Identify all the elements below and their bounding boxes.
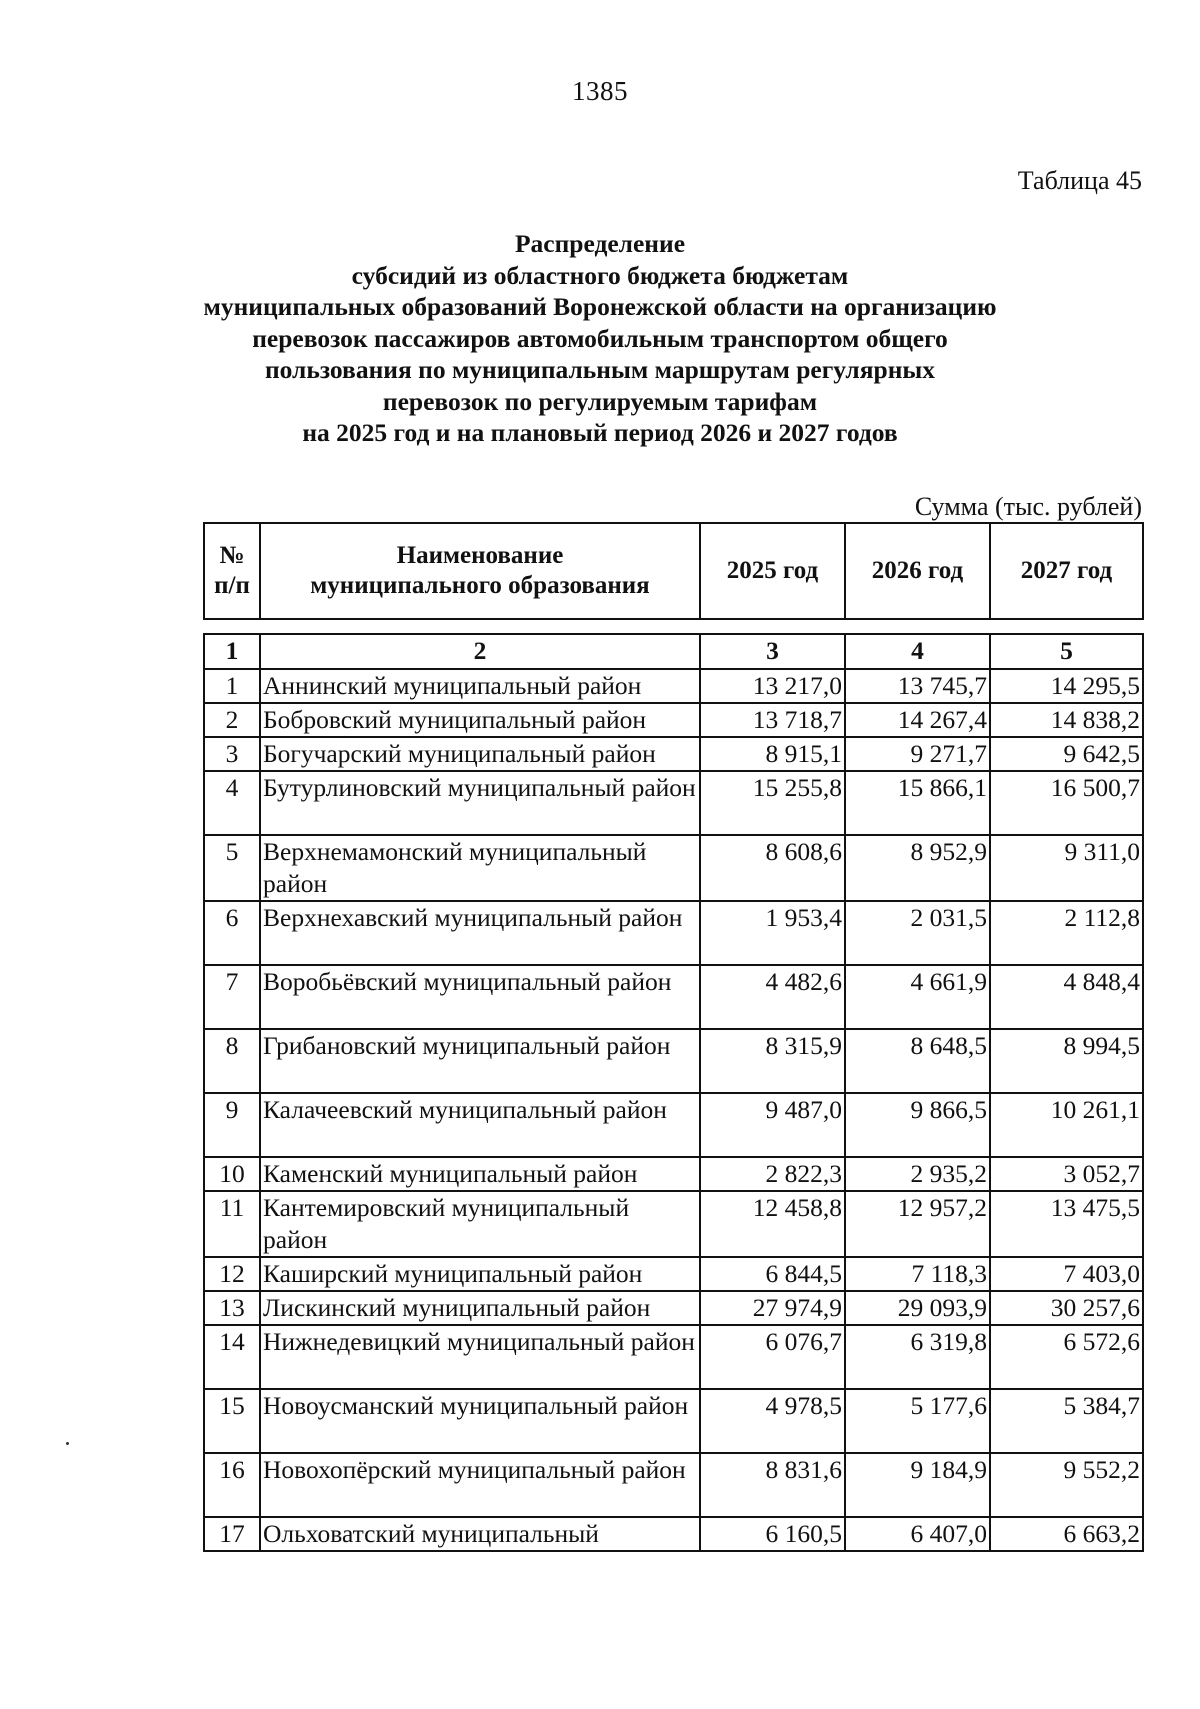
table-row — [204, 771, 1143, 835]
title-line: перевозок пассажиров автомобильным транспортом общего — [252, 323, 948, 353]
column-number: 1 — [204, 634, 260, 669]
table-row — [204, 1191, 1143, 1257]
row-number: 9 — [204, 1093, 260, 1157]
header-2025: 2025 год — [700, 523, 845, 619]
municipality-name: Воробьёвский муниципальный район — [260, 965, 700, 1029]
amount-2025: 13 217,0 — [700, 669, 845, 703]
amount-2025: 9 487,0 — [700, 1093, 845, 1157]
title-line: муниципальных образований Воронежской области на организацию — [203, 292, 997, 321]
amount-2027: 3 052,7 — [990, 1157, 1143, 1191]
amount-2026: 5 177,6 — [845, 1389, 990, 1453]
title-line: Распределение — [514, 229, 686, 258]
row-number: 17 — [204, 1517, 260, 1551]
amount-2026: 15 866,1 — [845, 771, 990, 835]
amount-2027: 14 838,2 — [990, 703, 1143, 737]
table-label: Таблица 45 — [1017, 166, 1142, 195]
row-number: 1 — [204, 669, 260, 703]
amount-2027: 8 994,5 — [990, 1029, 1143, 1093]
municipality-name: Кантемировский муниципальный район — [260, 1191, 700, 1257]
amount-2027: 5 384,7 — [990, 1389, 1143, 1453]
amount-2026: 4 661,9 — [845, 965, 990, 1029]
table-row — [204, 1157, 1143, 1191]
amount-2027: 7 403,0 — [990, 1257, 1143, 1291]
amount-2027: 30 257,6 — [990, 1291, 1143, 1325]
amount-2027: 9 642,5 — [990, 737, 1143, 771]
amount-2027: 6 663,2 — [990, 1517, 1143, 1551]
municipality-name: Бобровский муниципальный район — [260, 703, 700, 737]
header-row — [204, 523, 1143, 619]
row-number: 14 — [204, 1325, 260, 1389]
amount-2025: 8 315,9 — [700, 1029, 845, 1093]
amount-2026: 12 957,2 — [845, 1191, 990, 1257]
amount-2025: 6 076,7 — [700, 1325, 845, 1389]
page-number: 1385 — [572, 76, 628, 106]
municipality-name: Богучарский муниципальный район — [260, 737, 700, 771]
table-row — [204, 835, 1143, 901]
amount-2027: 13 475,5 — [990, 1191, 1143, 1257]
amount-2026: 29 093,9 — [845, 1291, 990, 1325]
table-row — [204, 669, 1143, 703]
title-line: субсидий из областного бюджета бюджетам — [351, 260, 849, 290]
header-num: № п/п — [204, 523, 260, 619]
amount-2025: 8 915,1 — [700, 737, 845, 771]
amount-2027: 16 500,7 — [990, 771, 1143, 835]
table-row — [204, 965, 1143, 1029]
column-number: 4 — [845, 634, 990, 669]
table-row — [204, 703, 1143, 737]
row-number: 4 — [204, 771, 260, 835]
amount-2026: 9 184,9 — [845, 1453, 990, 1517]
amount-2025: 2 822,3 — [700, 1157, 845, 1191]
title-line: перевозок по регулируемым тарифам — [382, 386, 818, 416]
amount-2026: 13 745,7 — [845, 669, 990, 703]
municipality-name: Бутурлиновский муниципальный район — [260, 771, 700, 835]
municipality-name: Новохопёрский муниципальный район — [260, 1453, 700, 1517]
column-number: 3 — [700, 634, 845, 669]
amount-2025: 4 482,6 — [700, 965, 845, 1029]
amount-2027: 10 261,1 — [990, 1093, 1143, 1157]
table-row — [204, 1453, 1143, 1517]
column-number: 2 — [260, 634, 700, 669]
row-number: 2 — [204, 703, 260, 737]
amount-2025: 27 974,9 — [700, 1291, 845, 1325]
municipality-name: Новоусманский муниципальный район — [260, 1389, 700, 1453]
amount-2026: 14 267,4 — [845, 703, 990, 737]
row-number: 10 — [204, 1157, 260, 1191]
amount-2025: 13 718,7 — [700, 703, 845, 737]
amount-2026: 6 407,0 — [845, 1517, 990, 1551]
amount-2026: 6 319,8 — [845, 1325, 990, 1389]
amount-2025: 1 953,4 — [700, 901, 845, 965]
table-row — [204, 1257, 1143, 1291]
municipality-name: Нижнедевицкий муниципальный район — [260, 1325, 700, 1389]
row-number: 3 — [204, 737, 260, 771]
amount-2027: 6 572,6 — [990, 1325, 1143, 1389]
row-number: 16 — [204, 1453, 260, 1517]
table-row — [204, 1029, 1143, 1093]
amount-2026: 2 031,5 — [845, 901, 990, 965]
amount-2027: 9 311,0 — [990, 835, 1143, 901]
row-number: 8 — [204, 1029, 260, 1093]
table-row — [204, 1291, 1143, 1325]
row-number: 5 — [204, 835, 260, 901]
table-row — [204, 1389, 1143, 1453]
row-number: 11 — [204, 1191, 260, 1257]
table-header — [203, 522, 1144, 620]
column-number: 5 — [990, 634, 1143, 669]
row-number: 15 — [204, 1389, 260, 1453]
row-number: 12 — [204, 1257, 260, 1291]
row-number: 13 — [204, 1291, 260, 1325]
column-number-row — [204, 634, 1143, 669]
table-row — [204, 1517, 1143, 1551]
amount-2025: 12 458,8 — [700, 1191, 845, 1257]
amount-2027: 9 552,2 — [990, 1453, 1143, 1517]
subsidy-table — [203, 633, 1144, 1552]
header-2026: 2026 год — [845, 523, 990, 619]
header-name: Наименование муниципального образования — [260, 523, 700, 619]
table-row — [204, 1325, 1143, 1389]
municipality-name: Грибановский муниципальный район — [260, 1029, 700, 1093]
amount-2026: 9 866,5 — [845, 1093, 990, 1157]
table-row — [204, 1093, 1143, 1157]
document-title — [0, 228, 1200, 449]
municipality-name: Верхнехавский муниципальный район — [260, 901, 700, 965]
amount-2025: 6 160,5 — [700, 1517, 845, 1551]
amount-2026: 7 118,3 — [845, 1257, 990, 1291]
scan-artifact-dot — [66, 1442, 69, 1445]
amount-2026: 9 271,7 — [845, 737, 990, 771]
amount-2025: 8 831,6 — [700, 1453, 845, 1517]
amount-2025: 4 978,5 — [700, 1389, 845, 1453]
row-number: 6 — [204, 901, 260, 965]
table-row — [204, 901, 1143, 965]
municipality-name: Калачеевский муниципальный район — [260, 1093, 700, 1157]
municipality-name: Каменский муниципальный район — [260, 1157, 700, 1191]
amount-2025: 8 608,6 — [700, 835, 845, 901]
municipality-name: Каширский муниципальный район — [260, 1257, 700, 1291]
amount-2025: 6 844,5 — [700, 1257, 845, 1291]
title-line: пользования по муниципальным маршрутам регулярных — [264, 355, 936, 384]
municipality-name: Лискинский муниципальный район — [260, 1291, 700, 1325]
table-row — [204, 737, 1143, 771]
title-line: на 2025 год и на плановый период 2026 и 2027 годов — [302, 418, 898, 447]
amount-2027: 4 848,4 — [990, 965, 1143, 1029]
units-label: Сумма (тыс. рублей) — [914, 492, 1142, 521]
amount-2026: 2 935,2 — [845, 1157, 990, 1191]
amount-2027: 14 295,5 — [990, 669, 1143, 703]
amount-2027: 2 112,8 — [990, 901, 1143, 965]
municipality-name: Верхнемамонский муниципальный район — [260, 835, 700, 901]
amount-2025: 15 255,8 — [700, 771, 845, 835]
row-number: 7 — [204, 965, 260, 1029]
amount-2026: 8 952,9 — [845, 835, 990, 901]
municipality-name: Ольховатский муниципальный — [260, 1517, 700, 1551]
header-2027: 2027 год — [990, 523, 1143, 619]
municipality-name: Аннинский муниципальный район — [260, 669, 700, 703]
amount-2026: 8 648,5 — [845, 1029, 990, 1093]
